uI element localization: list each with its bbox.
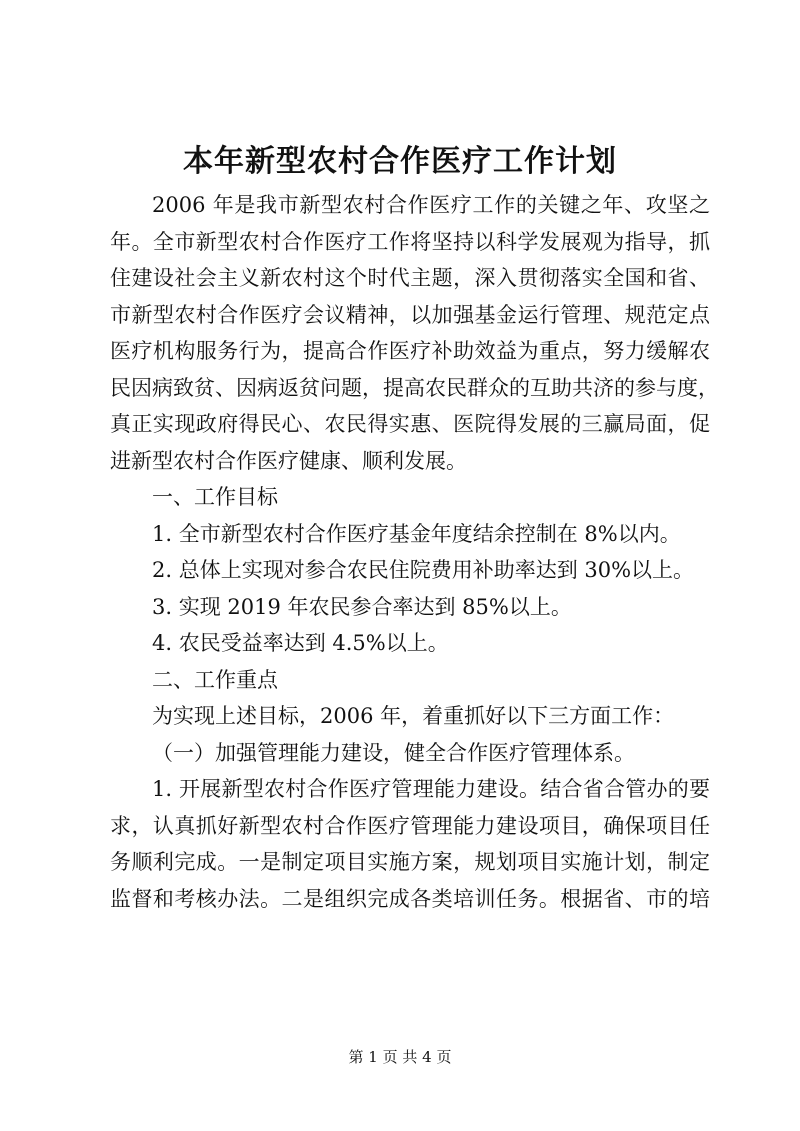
- paragraph-line: 2006 年是我市新型农村合作医疗工作的关键之年、攻坚之: [152, 193, 710, 217]
- document-body: [110, 187, 719, 917]
- paragraph-line: 求，认真抓好新型农村合作医疗管理能力建设项目，确保项目任: [110, 813, 710, 838]
- subsection-heading: （一）加强管理能力建设，健全合作医疗管理体系。: [152, 740, 635, 765]
- document-title: 本年新型农村合作医疗工作计划: [183, 144, 617, 179]
- list-item: 2. 总体上实现对参合农民住院费用补助率达到 30%以上。: [152, 558, 695, 582]
- paragraph-line: 住建设社会主义新农村这个时代主题，深入贯彻落实全国和省、: [110, 266, 710, 290]
- section-heading: 二、工作重点: [152, 667, 278, 692]
- page-footer: 第 1 页 共 4 页: [348, 1048, 452, 1066]
- paragraph-line: 年。全市新型农村合作医疗工作将坚持以科学发展观为指导，抓: [110, 229, 710, 254]
- paragraph-line: 医疗机构服务行为，提高合作医疗补助效益为重点，努力缓解农: [110, 339, 710, 363]
- section-heading: 一、工作目标: [152, 485, 278, 509]
- paragraph-line: 务顺利完成。一是制定项目实施方案，规划项目实施计划，制定: [110, 850, 710, 874]
- list-item: 3. 实现 2019 年农民参合率达到 85%以上。: [152, 594, 572, 619]
- paragraph-line: 监督和考核办法。二是组织完成各类培训任务。根据省、市的培: [110, 886, 710, 911]
- paragraph-line: 市新型农村合作医疗会议精神，以加强基金运行管理、规范定点: [110, 302, 710, 327]
- paragraph-line: 1. 开展新型农村合作医疗管理能力建设。结合省合管办的要: [152, 777, 710, 801]
- paragraph-line: 为实现上述目标，2006 年，着重抓好以下三方面工作：: [152, 704, 675, 728]
- list-item: 4. 农民受益率达到 4.5%以上。: [152, 631, 449, 655]
- paragraph-line: 真正实现政府得民心、农民得实惠、医院得发展的三赢局面，促: [110, 412, 710, 436]
- paragraph-line: 进新型农村合作医疗健康、顺利发展。: [110, 448, 467, 473]
- list-item: 1. 全市新型农村合作医疗基金年度结余控制在 8%以内。: [152, 521, 681, 546]
- paragraph-line: 民因病致贫、因病返贫问题，提高农民群众的互助共济的参与度，: [110, 375, 719, 400]
